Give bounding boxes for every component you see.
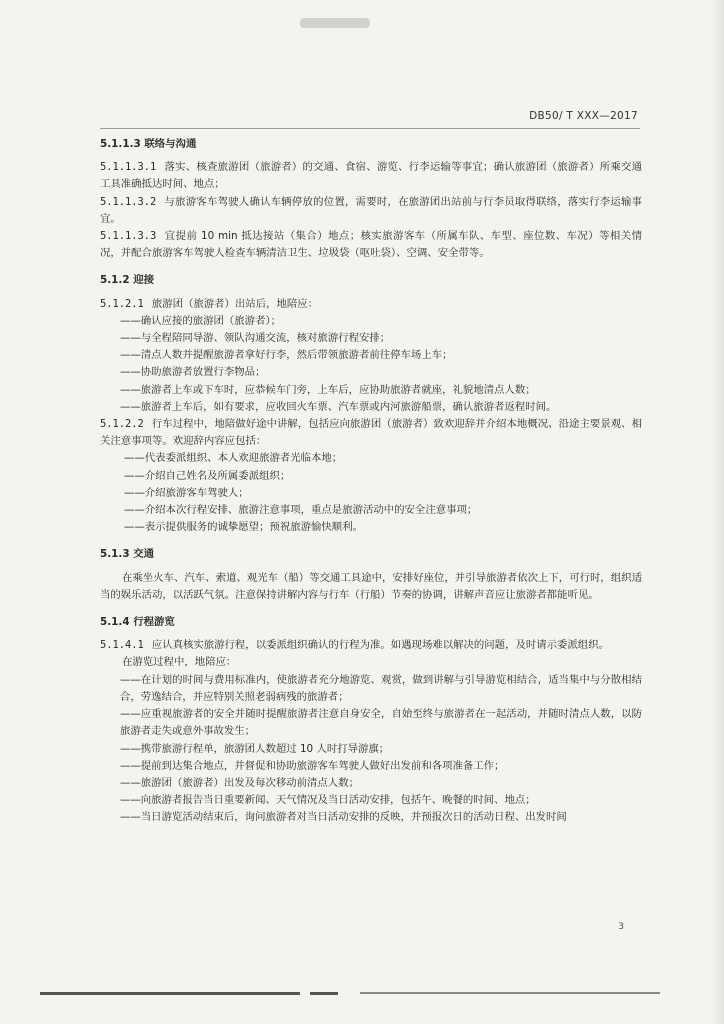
standard-code: DB50/ T XXX—2017 xyxy=(529,110,638,122)
clause-text: 宜提前 10 min 抵达接站（集合）地点；核实旅游客车（所属车队、车型、座位数、车况）等相关情况，并配合旅游客车驾驶人检查车辆清洁卫生、垃圾袋（呕吐袋）、空调、安全带等。 xyxy=(100,230,642,260)
section-5-1-2-title: 5.1.2 迎接 xyxy=(100,274,154,287)
section-5-1-3-title: 5.1.3 交通 xyxy=(100,548,154,561)
clause-text: 应认真核实旅游行程，以委派组织确认的行程为准。如遇现场难以解决的问题，及时请示委派组织。 xyxy=(151,639,609,652)
clause-number: 5.1.1.3.3 xyxy=(100,230,157,243)
list-item: ——与全程陪同导游、领队沟通交流，核对旅游行程安排； xyxy=(120,332,391,345)
scan-edge-line xyxy=(40,992,300,995)
section-5-1-3-text: 在乘坐火车、汽车、索道、观光车（船）等交通工具途中，安排好座位，并引导旅游者依次上下，可行时，组织适当的娱乐活动，以活跃气氛。注意保持讲解内容与行车（行船）节奏的协调，讲解声音应让旅游者都能听见。 xyxy=(100,571,642,601)
clause-5-1-1-3-3 xyxy=(100,228,642,262)
list-item: ——代表委派组织、本人欢迎旅游者光临本地； xyxy=(124,452,343,465)
list-item: ——旅游者上车后，如有要求，应收回火车票、汽车票或内河旅游船票，确认旅游者返程时间。 xyxy=(120,400,557,413)
scan-edge-shadow xyxy=(712,0,724,1024)
list-item: ——表示提供服务的诚挚愿望；预祝旅游愉快顺利。 xyxy=(124,521,363,534)
document-body xyxy=(100,136,642,827)
clause-number: 5.1.4.1 xyxy=(100,639,144,652)
list-item: ——携带旅游行程单，旅游团人数超过 10 人时打导游旗； xyxy=(120,742,390,755)
clause-number: 5.1.1.3.2 xyxy=(100,195,157,208)
scan-smudge xyxy=(300,18,370,28)
list-item: ——在计划的时间与费用标准内，使旅游者充分地游览、观赏，做到讲解与引导游览相结合，适当集中与分散相结合，劳逸结合，并应特别关照老弱病残的旅游者； xyxy=(120,673,642,703)
list-item: ——当日游览活动结束后，询问旅游者对当日活动安排的反映，并预报次日的活动日程、出发时间 xyxy=(120,811,567,824)
list-item: ——介绍本次行程安排、旅游注意事项，重点是旅游活动中的安全注意事项； xyxy=(124,504,478,517)
page-number: 3 xyxy=(618,922,624,932)
clause-text: 落实、核查旅游团（旅游者）的交通、食宿、游览、行李运输等事宜；确认旅游团（旅游者）所乘交通工具准确抵达时间、地点； xyxy=(100,161,642,191)
clause-5-1-1-3-1 xyxy=(100,159,642,193)
clause-text: 旅游团（旅游者）出站后，地陪应： xyxy=(151,297,319,310)
list-item: ——应重视旅游者的安全并随时提醒旅游者注意自身安全，自始至终与旅游者在一起活动，并随时清点人数，以防旅游者走失或意外事故发生； xyxy=(120,708,642,738)
list-item: ——介绍自己姓名及所属委派组织； xyxy=(124,469,291,482)
list-item: ——提前到达集合地点，并督促和协助旅游客车驾驶人做好出发前和各项准备工作； xyxy=(120,759,505,772)
clause-text: 行车过程中，地陪做好途中讲解，包括应向旅游团（旅游者）致欢迎辞并介绍本地概况、沿途主要景观、相关注意事项等。欢迎辞内容应包括： xyxy=(100,418,642,448)
section-5-1-4-title: 5.1.4 行程游览 xyxy=(100,616,175,629)
clause-5-1-2-2 xyxy=(100,416,642,450)
clause-5-1-2-1 xyxy=(100,296,642,313)
list-item: ——旅游者上车或下车时，应恭候车门旁，上车后，应协助旅游者就座，礼貌地清点人数； xyxy=(120,383,536,396)
list-item: ——介绍旅游客车驾驶人； xyxy=(124,486,249,499)
scan-edge-line xyxy=(360,992,660,994)
list-item: ——确认应接的旅游团（旅游者）； xyxy=(120,314,282,327)
scan-edge-line xyxy=(310,992,338,995)
clause-5-1-1-3-2 xyxy=(100,194,642,228)
header-rule xyxy=(100,128,640,129)
list-item: ——旅游团（旅游者）出发及每次移动前清点人数； xyxy=(120,776,359,789)
list-item: ——清点人数并提醒旅游者拿好行李，然后带领旅游者前往停车场上车； xyxy=(120,349,453,362)
clause-text: 与旅游客车驾驶人确认车辆停放的位置，需要时，在旅游团出站前与行李员取得联络，落实行李运输事宜。 xyxy=(100,195,642,225)
clause-number: 5.1.1.3.1 xyxy=(100,161,157,174)
section-5-1-1-3-title: 5.1.1.3 联络与沟通 xyxy=(100,138,197,150)
clause-5-1-4-1 xyxy=(100,637,642,654)
list-item: ——协助旅游者放置行李物品； xyxy=(120,366,266,379)
clause-number: 5.1.2.1 xyxy=(100,297,144,310)
list-item: ——向旅游者报告当日重要新闻、天气情况及当日活动安排，包括午、晚餐的时间、地点； xyxy=(120,794,536,807)
lead-sentence: 在游览过程中，地陪应： xyxy=(122,656,237,669)
clause-number: 5.1.2.2 xyxy=(100,418,144,431)
